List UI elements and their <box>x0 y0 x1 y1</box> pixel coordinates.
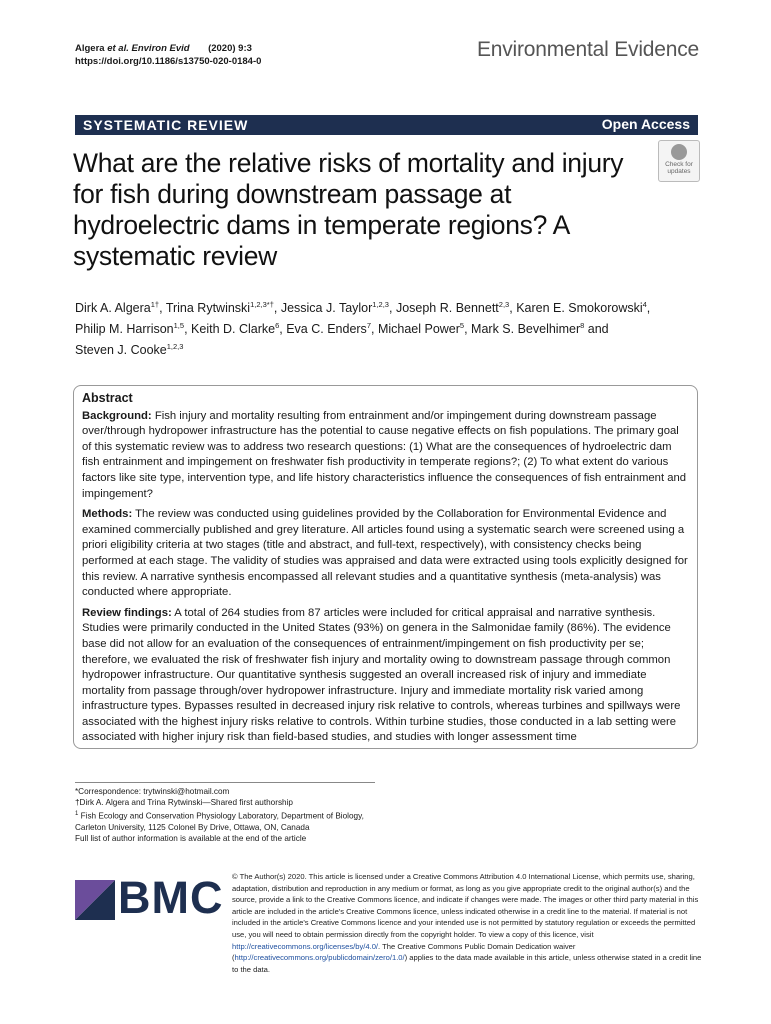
check-updates-icon <box>671 144 687 160</box>
background-text: Fish injury and mortality resulting from entrainment and/or impingement during downstream passage over/through hydropower infrastructure has the potential to cause negative effects on fish populations. The primary goal of this systematic review was to address two research questions: (1) What are the consequences of hydroelectric dam fish entrainment and impingement on freshwater fish productivity in temperate regions?; (2) To what extent do various factors like site type, intervention type, and life history characteristics influence the consequences of fish entrainment and impingement? <box>82 409 687 500</box>
license-part1: © The Author(s) 2020. This article is licensed under a Creative Commons Attribution 4.0 International License, which permits use, sharing, adaptation, distribution and reproduction in any medium or format, as long as you give appropriate credit to the original author(s) and the source, provide a link to the Creative Commons licence, and indicate if changes were made. The images or other third party material in this article are included in the article's Creative Commons licence, unless indicated otherwise in a credit line to the material. If material is not included in the article's Creative Commons licence and your intended use is not permitted by statutory regulation or exceeds the permitted use, you will need to obtain permission directly from the copyright holder. To view a copy of this licence, visit <box>232 872 699 939</box>
findings-text: A total of 264 studies from 87 articles were included for critical appraisal and narrative synthesis. Studies were primarily conducted in the United States (93%) on genera in the Salmonidae family (86%). The evidence base did not allow for an evaluation of the consequences of entrainment/impingement on fish productivity per se; therefore, we evaluated the risk of freshwater fish injury and mortality owing to downstream passage through common hydropower infrastructure. Our quantitative synthesis suggested an overall increased risk of injury and immediate mortality from passage through/over hydropower infrastructure. Injury and immediate mortality risk varied among infrastructure types. Bypasses resulted in decreased injury risk relative to controls, whereas turbines and spillways were associated with the highest injury risks relative to controls. Within turbine studies, those conducted in a lab setting were associated with higher injury risk than field-based studies, and studies with longer assessment time <box>82 606 681 744</box>
abstract <box>82 391 688 751</box>
article-type-banner <box>75 115 698 135</box>
citation-journal: et al. Environ Evid <box>107 43 190 54</box>
citation-header <box>75 42 261 68</box>
license-link[interactable]: http://creativecommons.org/licenses/by/4.0/ <box>232 941 379 951</box>
author-affiliation-sup: 1,2,3 <box>372 300 389 309</box>
abstract-methods <box>82 507 688 601</box>
affiliation <box>75 809 395 834</box>
author-list: Dirk A. Algera$^{1\dagger}$, Trina Rytwinski$^{1,2,3*\dagger}$, Jessica J. Taylor$^{1,2,3}$, Joseph R. Bennett$^{2,3}$, Karen E. Smokorowski$^4$, Philip M. Harrison$^{1,5}$, Keith D. Clarke$^6$, Eva C. Enders$^7$, Michael Power$^5$, Mark S. Bevelhimer$^8$ and Steven J. Cooke$^{1,2,3}$ <box>75 300 651 358</box>
author-affiliation-sup: 5 <box>459 321 465 331</box>
article-type: SYSTEMATIC REVIEW <box>83 117 249 133</box>
check-for-updates-badge[interactable] <box>658 140 700 182</box>
open-access-label: Open Access <box>601 116 690 132</box>
bmc-logo-icon <box>75 880 115 920</box>
author-affiliation-sup: 4 <box>642 300 647 309</box>
author-name: Jessica J. Taylor <box>280 301 373 316</box>
affiliation-sup: 1 <box>75 810 79 817</box>
correspondence: *Correspondence: trytwinski@hotmail.com <box>75 787 230 796</box>
author-affiliation-sup: 8 <box>580 321 585 331</box>
author-name: Mark S. Bevelhimer <box>471 322 581 337</box>
author-affiliation-sup: 1,2,3*† <box>250 300 274 309</box>
article-title: What are the relative risks of mortality and injury for fish during downstream passage at hydroelectric dams in temperate regions? A systematic review <box>73 148 624 271</box>
author-name: Steven J. Cooke <box>75 343 167 358</box>
author-name: Dirk A. Algera <box>75 301 151 316</box>
author-name: Philip M. Harrison <box>75 322 174 337</box>
badge-line2: updates <box>667 168 691 175</box>
affiliation-text: Fish Ecology and Conservation Physiology Laboratory, Department of Biology, Carleton University, 1125 Colonel By Drive, Ottawa, ON, Canada <box>75 811 364 832</box>
doi-link[interactable]: https://doi.org/10.1186/s13750-020-0184-0 <box>75 56 262 67</box>
background-label: Background: <box>82 409 152 422</box>
license-part3: ) applies to the data made available in this article, unless otherwise stated in a credit line to the data. <box>232 953 702 974</box>
shared-authorship: †Dirk A. Algera and Trina Rytwinski—Shared first authorship <box>75 798 293 808</box>
journal-name: Environmental Evidence <box>476 38 699 61</box>
author-name: Joseph R. Bennett <box>395 301 499 316</box>
abstract-heading: Abstract <box>82 391 133 405</box>
full-list-note: Full list of author information is available at the end of the article <box>75 834 307 844</box>
methods-text: The review was conducted using guidelines provided by the Collaboration for Environmental Evidence and examined commercially published and grey literature. All articles found using a systematic search were screened using a priori eligibility criteria at two stages (title and abstract, and full-text, respectively), with consistency checks being performed at each stage. The validity of studies was appraised and data were extracted using tools explicitly designed for this review. A narrative synthesis encompassed all relevant studies and a quantitative synthesis (meta-analysis) was conducted where appropriate. <box>82 508 688 599</box>
footnotes <box>75 786 395 845</box>
citation-authors: Algera <box>75 43 105 54</box>
citation-year-volume: (2020) 9:3 <box>208 43 252 54</box>
author-affiliation-sup: 1† <box>150 300 160 309</box>
bmc-logo-text: BMC <box>118 872 224 923</box>
author-affiliation-sup: 7 <box>366 321 371 331</box>
author-name: Karen E. Smokorowski <box>516 301 643 316</box>
author-name: Trina Rytwinski <box>165 301 251 316</box>
abstract-findings <box>82 606 688 746</box>
author-name: Keith D. Clarke <box>191 322 276 337</box>
author-name: Eva C. Enders <box>286 322 367 337</box>
license-text <box>232 871 702 975</box>
author-affiliation-sup: 2,3 <box>498 300 510 309</box>
abstract-background <box>82 409 688 503</box>
author-affiliation-sup: 6 <box>275 321 280 331</box>
license-part2: . The Creative Commons Public Domain Dedication waiver ( <box>232 941 576 963</box>
footnote-divider <box>75 782 375 783</box>
author-affiliation-sup: 1,5 <box>173 321 185 331</box>
public-domain-link[interactable]: http://creativecommons.org/publicdomain/zero/1.0/ <box>234 953 405 963</box>
methods-label: Methods: <box>82 508 133 521</box>
author-affiliation-sup: 1,2,3 <box>166 342 184 352</box>
author-name: Michael Power <box>377 322 460 337</box>
badge-line1: Check for <box>665 161 693 168</box>
findings-label: Review findings: <box>82 606 172 619</box>
